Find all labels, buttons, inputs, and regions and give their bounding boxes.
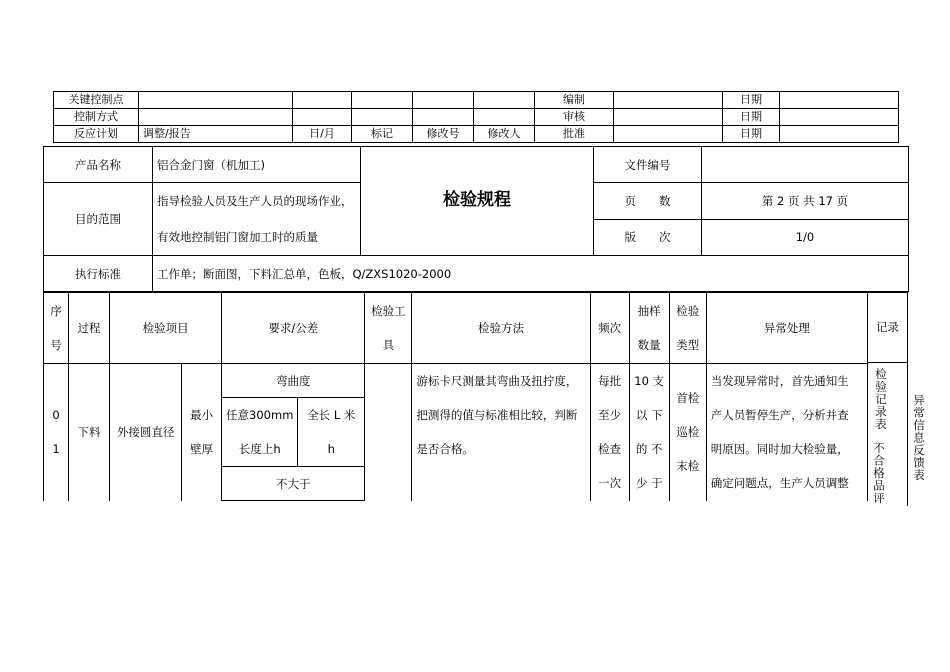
control-cell bbox=[780, 109, 899, 126]
control-row bbox=[54, 109, 899, 126]
row-seq-line: 1 bbox=[52, 442, 60, 457]
control-cell: 关键控制点 bbox=[54, 92, 139, 109]
row-frequency-line: 检查 bbox=[598, 442, 622, 456]
row-sub-item bbox=[182, 364, 222, 501]
control-cell: 审核 bbox=[535, 109, 614, 126]
header-row bbox=[44, 147, 909, 183]
scope-line: 有效地控制铝门窗加工时的质量 bbox=[157, 230, 318, 244]
file-no-label: 文件编号 bbox=[594, 147, 702, 183]
row-abnormal-line: 明原因。同时加大检验量， bbox=[710, 442, 849, 456]
row-seq bbox=[44, 364, 69, 501]
row-abnormal-line: 当发现异常时，首先通知生 bbox=[710, 374, 849, 388]
control-cell bbox=[780, 126, 899, 143]
control-cell: 调整/报告 bbox=[139, 126, 293, 143]
row-type-line: 末检 bbox=[676, 459, 700, 473]
row-abnormal-line: 产人员暂停生产，分析并查 bbox=[710, 408, 849, 422]
inspection-header-row bbox=[44, 293, 868, 364]
row-abnormal-line: 确定问题点，生产人员调整 bbox=[710, 476, 849, 490]
col-header-record: 记录 bbox=[868, 292, 908, 363]
control-cell bbox=[352, 109, 413, 126]
control-cell: 反应计划 bbox=[54, 126, 139, 143]
row-type bbox=[669, 364, 706, 501]
row-sub-item-line: 壁厚 bbox=[190, 442, 214, 457]
col-header-abnormal: 异常处理 bbox=[706, 293, 867, 364]
req-not-exceed: 不大于 bbox=[222, 467, 365, 501]
file-no-value bbox=[702, 147, 909, 183]
col-header-sample-line: 抽样 bbox=[637, 304, 661, 318]
row-method-line: 游标卡尺测量其弯曲及扭拧度， bbox=[416, 374, 578, 388]
control-cell: 标记 bbox=[352, 126, 413, 143]
product-name-value: 铝合金门窗（机加工) bbox=[153, 147, 361, 183]
row-sample-line: 的 不 bbox=[635, 442, 663, 456]
pages-value: 第 2 页 共 17 页 bbox=[702, 183, 909, 220]
row-process: 下料 bbox=[69, 364, 110, 501]
document-title: 检验规程 bbox=[361, 147, 594, 256]
control-row bbox=[54, 92, 899, 109]
record-text-2: 不合格品评 bbox=[872, 442, 886, 505]
row-sample-line: 以 下 bbox=[635, 408, 663, 422]
control-cell bbox=[474, 109, 535, 126]
row-method bbox=[412, 364, 590, 501]
control-cell bbox=[139, 92, 293, 109]
col-header-tool-line: 检验工 bbox=[371, 304, 406, 318]
row-sample bbox=[629, 364, 669, 501]
row-sample-line: 10 支 bbox=[634, 374, 665, 388]
req-any-300mm bbox=[222, 398, 298, 467]
row-method-line: 把测得的值与标准相比较，判断 bbox=[416, 408, 578, 422]
control-cell: 日期 bbox=[723, 92, 780, 109]
col-header-type-line: 检验 bbox=[676, 304, 700, 318]
control-cell bbox=[614, 109, 723, 126]
req-any-300mm-line: 长度上h bbox=[238, 442, 281, 456]
control-row bbox=[54, 126, 899, 143]
col-header-tool bbox=[365, 293, 412, 364]
col-header-type-line: 类型 bbox=[676, 338, 700, 352]
header-row bbox=[44, 256, 909, 292]
control-cell bbox=[474, 92, 535, 109]
control-cell bbox=[293, 109, 352, 126]
req-full-length-line: 全长 L 米 bbox=[307, 408, 356, 422]
record-cell bbox=[868, 362, 908, 506]
control-cell: 日期 bbox=[723, 109, 780, 126]
control-cell bbox=[139, 109, 293, 126]
control-cell bbox=[780, 92, 899, 109]
control-cell bbox=[614, 92, 723, 109]
standard-label: 执行标准 bbox=[44, 256, 153, 292]
row-tool bbox=[365, 364, 412, 501]
standard-value: 工作单；断面图，下料汇总单，色板，Q/ZXS1020-2000 bbox=[153, 256, 909, 292]
control-cell: 日期 bbox=[723, 126, 780, 143]
col-header-seq-line: 序 bbox=[50, 304, 62, 318]
row-frequency-line: 一次 bbox=[598, 476, 622, 490]
req-full-length bbox=[298, 398, 365, 467]
record-text-1: 检验记录表 bbox=[874, 368, 888, 431]
control-cell bbox=[413, 109, 474, 126]
row-frequency-line: 每批 bbox=[598, 374, 622, 388]
col-header-sample-line: 数量 bbox=[637, 338, 661, 352]
row-frequency-line: 至少 bbox=[598, 408, 622, 422]
col-header-seq bbox=[44, 293, 69, 364]
control-cell bbox=[293, 92, 352, 109]
version-value: 1/0 bbox=[702, 219, 909, 256]
col-header-frequency: 频次 bbox=[590, 293, 629, 364]
col-header-requirement: 要求/公差 bbox=[222, 293, 365, 364]
col-header-method: 检验方法 bbox=[412, 293, 590, 364]
row-type-line: 首检 bbox=[676, 391, 700, 405]
inspection-table bbox=[43, 292, 868, 501]
row-sub-item-line: 最小 bbox=[190, 408, 214, 423]
product-name-label: 产品名称 bbox=[44, 147, 153, 183]
scope-value bbox=[153, 183, 361, 256]
req-bending: 弯曲度 bbox=[222, 364, 365, 398]
row-method-line: 是否合格。 bbox=[416, 442, 474, 456]
control-table bbox=[53, 91, 899, 143]
req-full-length-line: h bbox=[327, 442, 335, 456]
col-header-seq-line: 号 bbox=[50, 338, 62, 352]
col-header-type bbox=[669, 293, 706, 364]
inspection-row bbox=[44, 364, 868, 398]
header-table bbox=[43, 146, 909, 292]
control-cell: 日/月 bbox=[293, 126, 352, 143]
col-header-tool-line: 具 bbox=[382, 338, 395, 352]
row-type-line: 巡检 bbox=[676, 425, 700, 439]
row-abnormal bbox=[706, 364, 867, 501]
control-cell bbox=[413, 92, 474, 109]
control-cell: 编制 bbox=[535, 92, 614, 109]
row-frequency bbox=[590, 364, 629, 501]
control-cell: 批准 bbox=[535, 126, 614, 143]
pages-label: 页 数 bbox=[594, 183, 702, 220]
scope-label: 目的范围 bbox=[44, 183, 153, 256]
row-item: 外接圆直径 bbox=[110, 364, 182, 501]
col-header-sample bbox=[629, 293, 669, 364]
version-label: 版 次 bbox=[594, 219, 702, 256]
control-cell bbox=[352, 92, 413, 109]
control-cell bbox=[614, 126, 723, 143]
req-any-300mm-line: 任意300mm bbox=[226, 408, 294, 422]
control-cell: 修改人 bbox=[474, 126, 535, 143]
side-label-abnormal-feedback: 异常信息反馈表 bbox=[912, 394, 926, 482]
row-sample-line: 少 于 bbox=[635, 476, 663, 490]
row-seq-line: 0 bbox=[52, 408, 60, 423]
scope-line: 指导检验人员及生产人员的现场作业， bbox=[157, 194, 353, 208]
col-header-item: 检验项目 bbox=[110, 293, 222, 364]
control-cell: 修改号 bbox=[413, 126, 474, 143]
col-header-process: 过程 bbox=[69, 293, 110, 364]
control-cell: 控制方式 bbox=[54, 109, 139, 126]
